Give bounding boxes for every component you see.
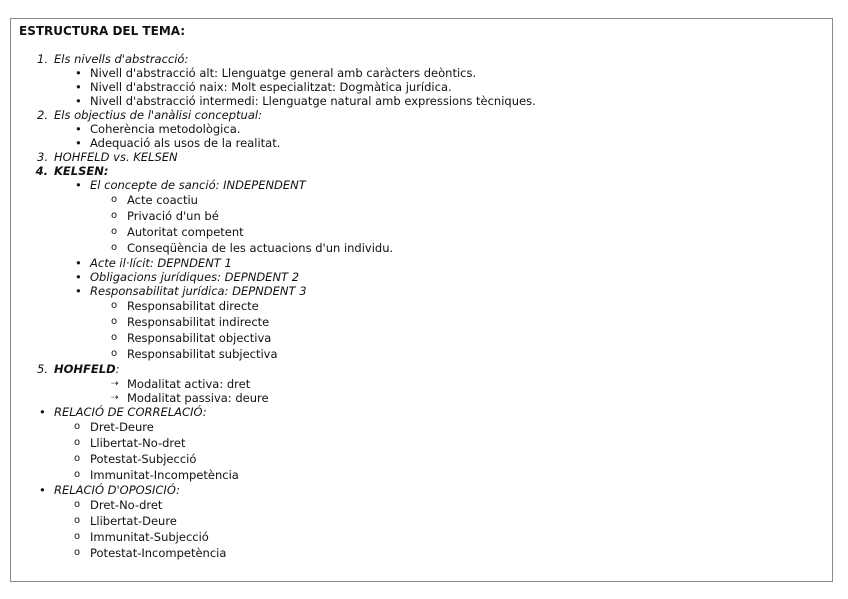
section-4-heading-text: KELSEN:: [54, 164, 109, 178]
document-title: ESTRUCTURA DEL TEMA:: [19, 24, 186, 38]
list-item: o Privació d'un bé: [127, 209, 219, 224]
list-item: o Conseqüència de les actuacions d'un individu.: [127, 241, 393, 256]
correlacio-label: • RELACIÓ DE CORRELACIÓ:: [54, 405, 207, 420]
section-4-heading: [35, 164, 109, 179]
modalitat-item: ⇢ Modalitat activa: dret: [127, 377, 250, 392]
list-item: • Nivell d'abstracció alt: Llenguatge general amb caràcters deòntics.: [90, 66, 476, 81]
list-item: o Llibertat-No-dret: [90, 436, 185, 451]
list-item: o Immunitat-Subjecció: [90, 530, 209, 545]
list-item: o Acte coactiu: [127, 193, 198, 208]
list-item: • Adequació als usos de la realitat.: [90, 136, 280, 151]
section-1-heading-text: Els nivells d'abstracció:: [54, 52, 189, 66]
list-item: • Nivell d'abstracció intermedi: Llenguatge natural amb expressions tècniques.: [90, 94, 536, 109]
list-item: • Nivell d'abstracció naix: Molt especialitzat: Dogmàtica jurídica.: [90, 80, 452, 95]
modalitat-item: ⇢ Modalitat passiva: deure: [127, 391, 269, 406]
obligacions-label: • Obligacions jurídiques: DEPNDENT 2: [90, 270, 299, 285]
section-3-heading: [37, 150, 178, 165]
list-item: o Potestat-Subjecció: [90, 452, 196, 467]
list-item: o Responsabilitat subjectiva: [127, 347, 278, 362]
section-2-heading: [37, 108, 262, 123]
section-3-heading-text: HOHFELD vs. KELSEN: [54, 150, 178, 164]
section-5-heading: 5. HOHFELD:: [37, 362, 120, 376]
responsabilitat-label: • Responsabilitat jurídica: DEPNDENT 3: [90, 284, 307, 299]
oposicio-label: • RELACIÓ D'OPOSICIÓ:: [54, 483, 180, 498]
section-5-heading-text: HOHFELD: [54, 362, 116, 376]
list-item: o Potestat-Incompetència: [90, 546, 226, 561]
list-item: o Responsabilitat objectiva: [127, 331, 271, 346]
list-item: o Responsabilitat directe: [127, 299, 259, 314]
list-item: o Immunitat-Incompetència: [90, 468, 239, 483]
list-item: o Dret-Deure: [90, 420, 154, 435]
section-1-number: 1.: [37, 52, 48, 66]
list-item: o Autoritat competent: [127, 225, 244, 240]
section-2-heading-text: Els objectius de l'anàlisi conceptual:: [54, 108, 262, 122]
list-item: • Coherència metodològica.: [90, 122, 240, 137]
list-item: o Responsabilitat indirecte: [127, 315, 269, 330]
section-1-heading: [37, 52, 189, 67]
section-5-number: 5.: [37, 362, 48, 376]
list-item: o Llibertat-Deure: [90, 514, 177, 529]
sancio-label: • El concepte de sanció: INDEPENDENT: [90, 178, 306, 193]
illicit-label: • Acte il·lícit: DEPNDENT 1: [90, 256, 232, 271]
list-item: o Dret-No-dret: [90, 498, 162, 513]
section-4-number: 4.: [35, 164, 48, 178]
section-2-number: 2.: [37, 108, 48, 122]
section-3-number: 3.: [37, 150, 48, 164]
